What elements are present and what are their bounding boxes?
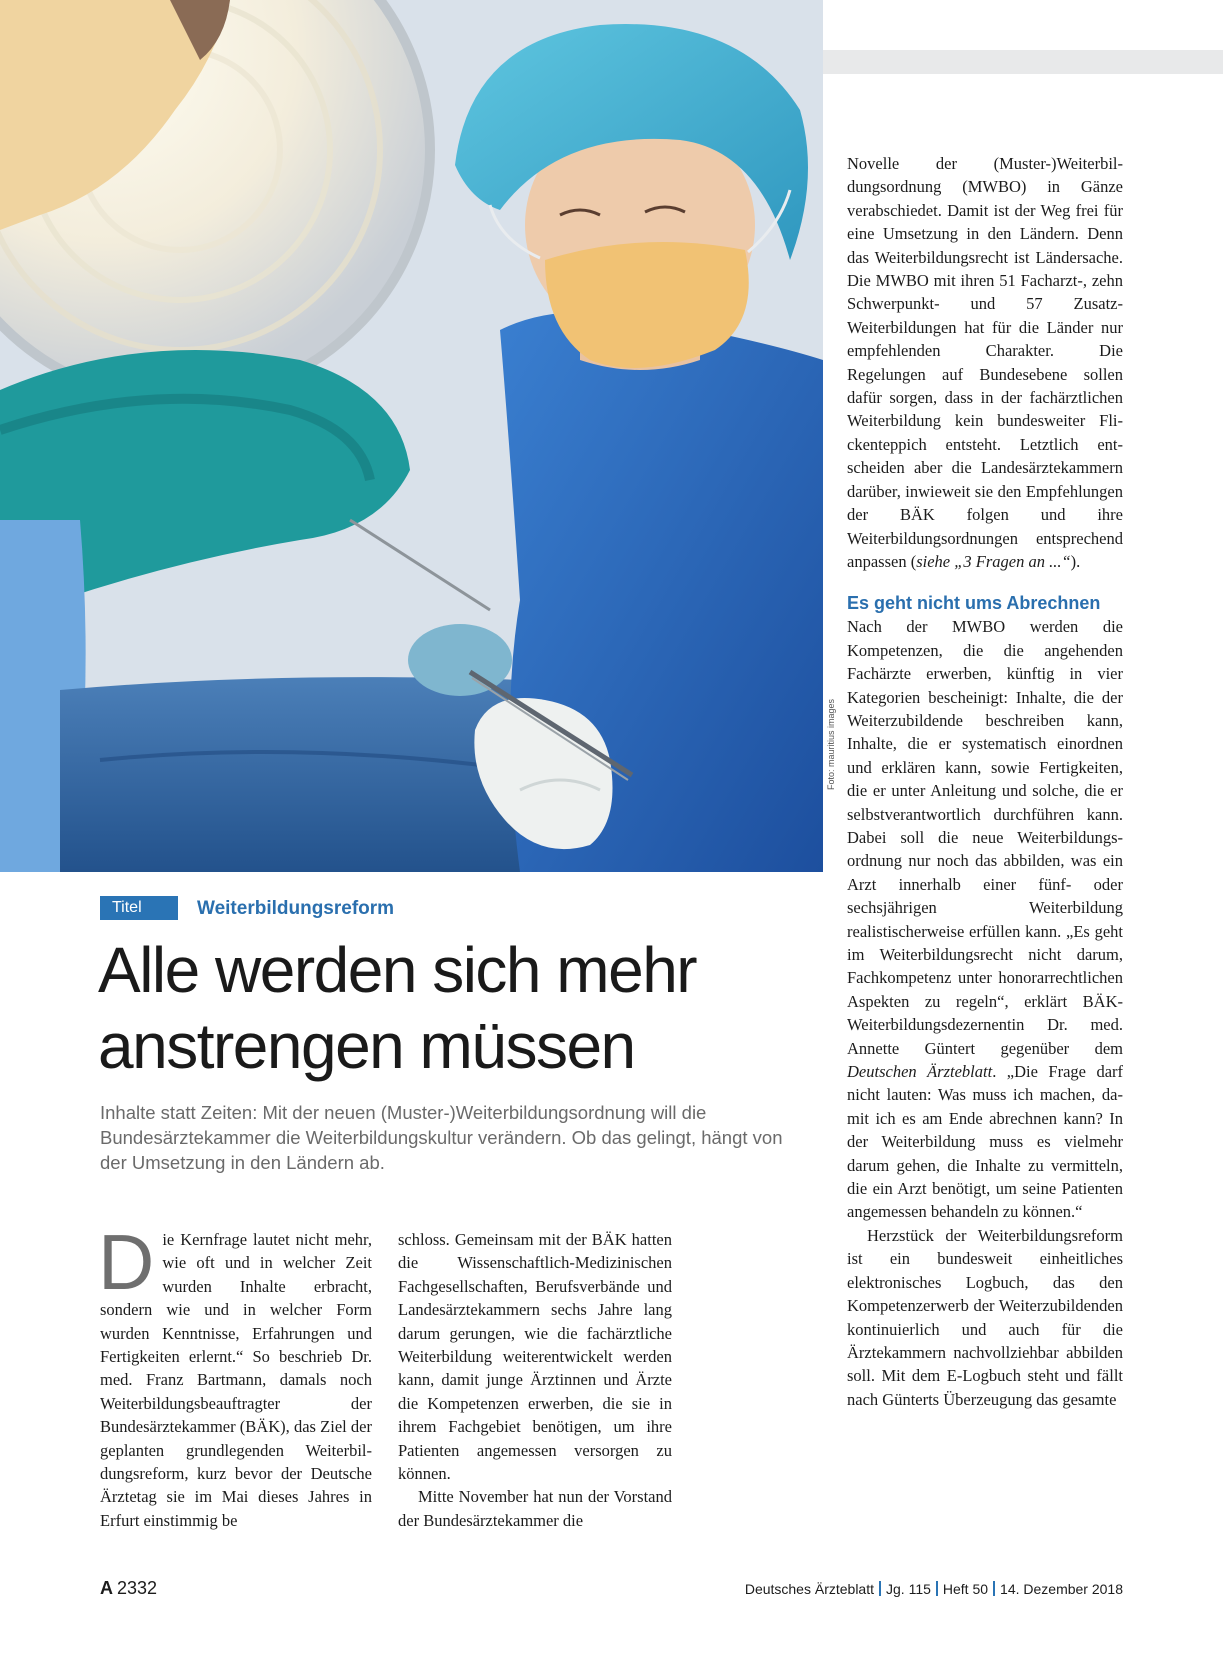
footer-citation xyxy=(745,1581,1123,1597)
paragraph-text: ie Kernfrage lautet nicht mehr, wie oft und in welcher Zeit wurden Inhalte erbracht, sondern wie und in welcher Form wurden Kenntnisse, Erfahrungen und Fertigkeiten erlernt.“ So beschrieb Dr. med. Franz Bartmann, damals noch Weiterbildungsbeauftragter der Bundesärztekammer (BÄK), das Ziel der geplanten grundlegenden Weiterbildungsreform, kurz bevor der Deutsche Ärztetag sie im Mai dieses Jahres in Erfurt einstimmig be xyxy=(100,1230,372,1530)
volume: Jg. 115 xyxy=(886,1581,931,1597)
paragraph: Mitte November hat nun der Vorstand der Bundesärztekammer die xyxy=(398,1487,672,1530)
body-column-3 xyxy=(847,152,1123,1411)
issue: Heft 50 xyxy=(942,1581,989,1597)
dropcap: D xyxy=(98,1218,155,1306)
headline-line-1: Alle werden sich mehr xyxy=(98,934,697,1006)
rubric-label: Titel xyxy=(100,896,178,920)
photo-credit: Foto: mauritius images xyxy=(826,698,836,790)
publication-name: Deutschen Ärzteblatt xyxy=(847,1062,993,1082)
deck-text: Inhalte statt Zeiten: Mit der neuen (Muster-)Weiterbildungsordnung will die Bundesärztekammer die Weiterbildungskultur verändern. Ob das gelingt, hängt von der Umsetzung in den Ländern ab. xyxy=(100,1102,783,1173)
body-column-1 xyxy=(98,1218,372,1532)
issue-date: 14. Dezember 2018 xyxy=(1000,1581,1123,1597)
cover-photo xyxy=(0,0,823,872)
paragraph: schloss. Gemeinsam mit der BÄK hatten die Wissenschaftlich-Medizinischen Fachgesellschaften, Berufsverbände und Landesärztekammern sechs Jahre lang darum gerungen, wie die fachärztliche Weiterbildung weiterentwickelt werden kann, damit junge Ärztinnen und Ärzte die Kompetenzen erwerben, die sie in ihrem Fachgebiet benötigen, um ihre Patienten angemessen versorgen zu können. xyxy=(398,1230,672,1484)
paragraph-text: . „Die Frage darf nicht lauten: Was muss ich machen, damit ich es am Ende abrechnen kann? In der Weiterbildung muss es vielmehr darum gehen, die Inhalte zu vermitteln, die ein Arzt benötigt, um seine Patienten angemessen behandeln zu können.“ xyxy=(847,1062,1124,1222)
top-color-bar xyxy=(823,50,1223,74)
cross-reference: siehe „3 Fragen an ...“ xyxy=(916,551,1071,571)
separator xyxy=(879,1581,881,1596)
paragraph-text: Novelle der (Muster-)Weiterbildungsordnung (MWBO) in Gänze verabschiedet. Damit ist der Weg frei für eine Umsetzung in den Ländern. Denn das Weiterbildungsrecht ist Ländersache. Die MWBO mit ihren 51 Facharzt-, zehn Schwerpunkt- und 57 Zusatz-Weiterbildungen hat für die Länder nur empfehlenden Charakter. Die Regelungen auf Bundesebene sollen dafür sorgen, dass in der fachärztlichen Weiterbildung kein bundesweiter Flickenteppich entsteht. Letztlich entscheiden aber die Landesärztekammern darüber, inwieweit sie den Empfehlungen der BÄK folgen und ihre Weiterbildungsordnungen entsprechend anpassen ( xyxy=(847,154,1123,571)
page-prefix: A xyxy=(100,1578,113,1598)
headline-line-2: anstrengen müssen xyxy=(98,1010,635,1082)
paragraph-text: Nach der MWBO werden die Kompetenzen, die die angehenden Fachärzte erwerben, künftig in vier Kategorien bescheinigt: Inhalte, die der Weiterzubildende beschreiben kann, Inhalte, die er systematisch einordnen und erklären kann, sowie Fertigkeiten, die er unter Anleitung und solche, die er selbstverantwortlich durchführen kann. Dabei soll die neue Weiterbildungsordnung nur noch das abbilden, was ein Arzt innerhalb einer fünf- oder sechsjährigen Weiterbildung realistischerweise erfüllen kann. „Es geht im Weiterbildungsrecht nicht darum, Fachkompetenz unter honorarrechtlichen Aspekten zu regeln“, erklärt BÄK-Weiterbildungsdezernentin Dr. med. Annette Güntert gegenüber dem xyxy=(847,617,1123,1058)
paragraph xyxy=(847,152,1123,573)
separator xyxy=(993,1581,995,1596)
paragraph xyxy=(98,1218,372,1532)
paragraph xyxy=(847,615,1123,1224)
surgery-illustration xyxy=(0,0,823,872)
page-number-value: 2332 xyxy=(117,1578,158,1598)
paragraph-text: ). xyxy=(1070,551,1081,571)
body-column-2 xyxy=(398,1228,672,1532)
page-number xyxy=(100,1578,157,1599)
headline xyxy=(98,932,818,1084)
topic-label: Weiterbildungsreform xyxy=(197,898,395,919)
paragraph: Herzstück der Weiterbildungsreform ist ein bundesweit einheitliches elektronisches Logbuch, das den Kompetenzerwerb der Weiterzubildenden kontinuierlich und auch für die Ärztekammern nachvollziehbar abbilden soll. Mit dem E-Logbuch steht und fällt nach Günterts Überzeugung das gesamte xyxy=(847,1225,1123,1409)
journal-name: Deutsches Ärzteblatt xyxy=(744,1581,874,1597)
subheading: Es geht nicht ums Abrechnen xyxy=(847,593,1101,614)
separator xyxy=(936,1581,938,1596)
